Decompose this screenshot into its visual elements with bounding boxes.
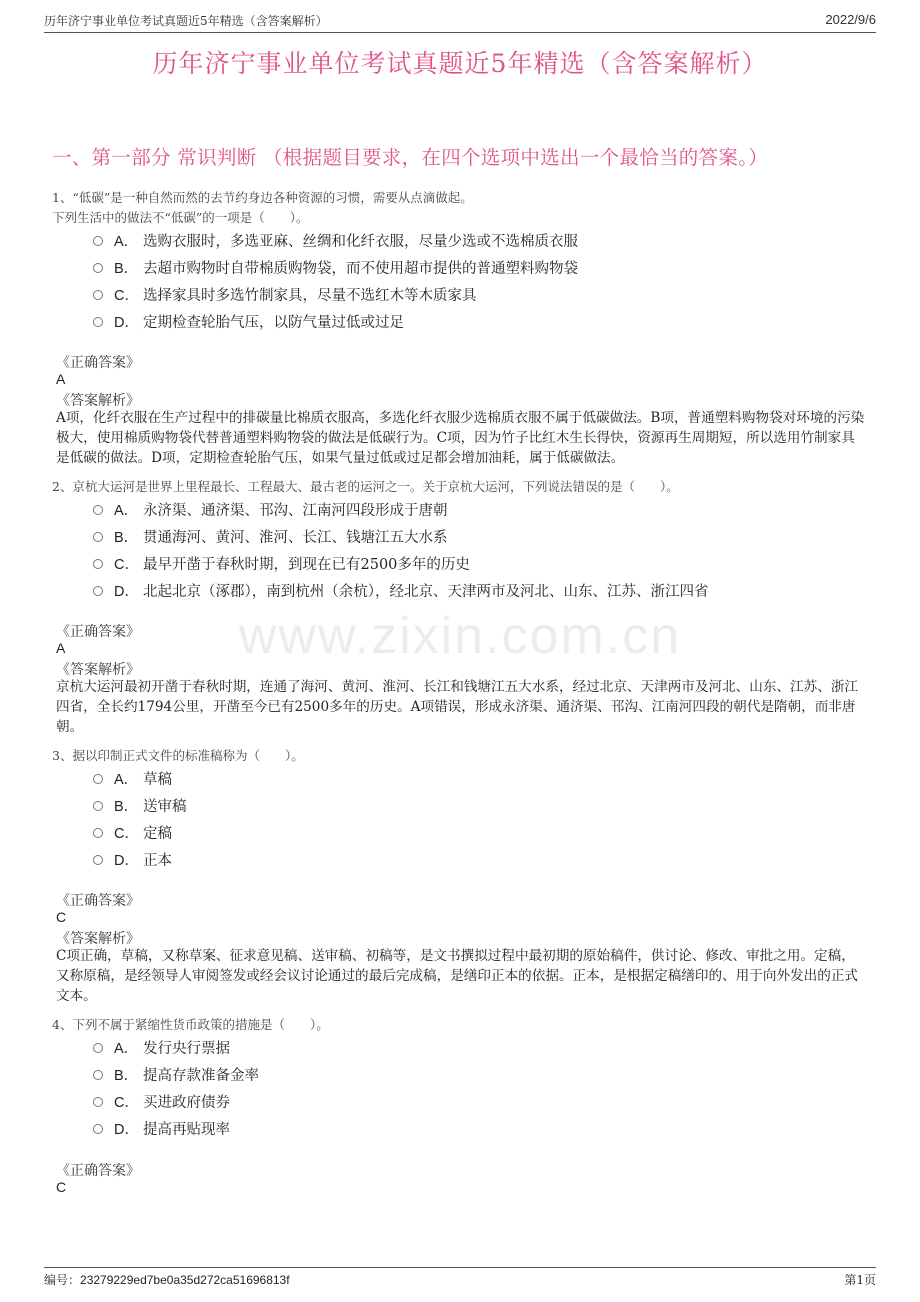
option-letter: B．	[114, 799, 139, 815]
option-letter: A．	[114, 234, 139, 250]
option-text: 定期检查轮胎气压，以防气量过低或过足	[143, 315, 404, 331]
question-stem-line: 2、京杭大运河是世界上里程最长、工程最大、最古老的运河之一。关于京杭大运河，下列说法错误的是（ ）。	[52, 479, 679, 494]
option-letter: C．	[114, 557, 139, 573]
option-text: 草稿	[143, 772, 172, 788]
option-text: 送审稿	[143, 799, 187, 815]
correct-answer-label: 《正确答案》	[56, 893, 140, 909]
correct-answer-value: C	[56, 1179, 67, 1195]
radio-button-icon[interactable]	[93, 801, 103, 811]
option-letter: D．	[114, 315, 139, 331]
radio-button-icon[interactable]	[93, 559, 103, 569]
question-stem-line: 3、据以印制正式文件的标准稿称为（ ）。	[52, 748, 304, 763]
option-text: 提高存款准备金率	[143, 1068, 259, 1084]
document-id-prefix: 编号：	[44, 1273, 81, 1287]
option-text: 买进政府债券	[143, 1095, 230, 1111]
option-letter: D．	[114, 853, 139, 869]
radio-button-icon[interactable]	[93, 263, 103, 273]
option-letter: A．	[114, 503, 139, 519]
radio-button-icon[interactable]	[93, 505, 103, 515]
question-stem-line: 1、“低碳”是一种自然而然的去节约身边各种资源的习惯，需要从点滴做起。	[52, 190, 473, 205]
option-text: 正本	[143, 853, 172, 869]
radio-button-icon[interactable]	[93, 586, 103, 596]
option-text: 选购衣服时，多选亚麻、丝绸和化纤衣服，尽量少选或不选棉质衣服	[143, 234, 578, 250]
option-letter: A．	[114, 1041, 139, 1057]
document-id-code: 23279229ed7be0a35d272ca51696813f	[80, 1273, 290, 1287]
radio-button-icon[interactable]	[93, 1043, 103, 1053]
option-text: 发行央行票据	[143, 1041, 230, 1057]
analysis-label: 《答案解析》	[56, 931, 140, 947]
analysis-label: 《答案解析》	[56, 393, 140, 409]
option-text: 永济渠、通济渠、邗沟、江南河四段形成于唐朝	[143, 503, 448, 519]
option-letter: B．	[114, 1068, 139, 1084]
header-doc-title: 历年济宁事业单位考试真题近5年精选（含答案解析）	[44, 14, 328, 28]
option-text: 选择家具时多选竹制家具，尽量不选红木等木质家具	[143, 288, 477, 304]
analysis-text: 京杭大运河最初开凿于春秋时期，连通了海河、黄河、淮河、长江和钱塘江五大水系，经过北京、天津两市及河北、山东、江苏、浙江四省，全长约1794公里，开凿至今已有2500多年的历史。A项错误，形成永济渠、通济渠、邗沟、江南河四段的朝代是隋朝，而非唐朝。	[56, 679, 859, 735]
correct-answer-label: 《正确答案》	[56, 355, 140, 371]
radio-button-icon[interactable]	[93, 236, 103, 246]
option-letter: C．	[114, 826, 139, 842]
question-stem	[52, 477, 880, 497]
watermark: www.zixin.com.cn	[238, 607, 682, 665]
page-header	[44, 12, 876, 30]
section-heading: 一、第一部分 常识判断 （根据题目要求，在四个选项中选出一个最恰当的答案。）	[52, 146, 769, 169]
correct-answer-value: A	[56, 371, 66, 387]
option-text: 最早开凿于春秋时期，到现在已有2500多年的历史	[143, 557, 470, 573]
page-number: 第1页	[844, 1273, 876, 1287]
header-divider	[44, 32, 876, 33]
radio-button-icon[interactable]	[93, 828, 103, 838]
radio-button-icon[interactable]	[93, 290, 103, 300]
analysis-text: A项，化纤衣服在生产过程中的排碳量比棉质衣服高，多选化纤衣服少选棉质衣服不属于低碳做法。B项，普通塑料购物袋对环境的污染极大，使用棉质购物袋代替普通塑料购物袋的做法是低碳行为。C项，因为竹子比红木生长得快，资源再生周期短，所以选用竹制家具是低碳的做法。D项，定期检查轮胎气压，如果气量过低或过足都会增加油耗，属于低碳做法。	[56, 410, 865, 466]
correct-answer-value: A	[56, 640, 66, 656]
analysis-label: 《答案解析》	[56, 662, 140, 678]
option-text: 贯通海河、黄河、淮河、长江、钱塘江五大水系	[143, 530, 448, 546]
option-letter: C．	[114, 1095, 139, 1111]
option-text: 定稿	[143, 826, 172, 842]
option-letter: A．	[114, 772, 139, 788]
correct-answer-value: C	[56, 909, 67, 925]
option-letter: D．	[114, 1122, 139, 1138]
radio-button-icon[interactable]	[93, 532, 103, 542]
option-text: 提高再贴现率	[143, 1122, 230, 1138]
footer-divider	[44, 1267, 876, 1268]
question-stem	[52, 1015, 880, 1035]
option-letter: D．	[114, 584, 139, 600]
header-date: 2022/9/6	[825, 12, 876, 27]
radio-button-icon[interactable]	[93, 317, 103, 327]
analysis-text: C项正确，草稿，又称草案、征求意见稿、送审稿、初稿等，是文书撰拟过程中最初期的原始稿件，供讨论、修改、审批之用。定稿，又称原稿，是经领导人审阅签发或经会议讨论通过的最后完成稿，是缮印正本的依据。正本，是根据定稿缮印的、用于向外发出的正式文本。	[56, 948, 859, 1004]
radio-button-icon[interactable]	[93, 855, 103, 865]
correct-answer-label: 《正确答案》	[56, 624, 140, 640]
option-letter: C．	[114, 288, 139, 304]
document-title: 历年济宁事业单位考试真题近5年精选（含答案解析）	[152, 49, 768, 78]
question-stem-line: 4、下列不属于紧缩性货币政策的措施是（ ）。	[52, 1017, 329, 1032]
question-stem	[52, 746, 880, 766]
option-text: 北起北京（涿郡），南到杭州（余杭），经北京、天津两市及河北、山东、江苏、浙江四省	[143, 584, 709, 600]
question-stem	[52, 188, 880, 228]
radio-button-icon[interactable]	[93, 1124, 103, 1134]
question-stem-line: 下列生活中的做法不“低碳”的一项是（ ）。	[52, 210, 309, 225]
document-id	[44, 1271, 290, 1288]
option-text: 去超市购物时自带棉质购物袋，而不使用超市提供的普通塑料购物袋	[143, 261, 578, 277]
option-letter: B．	[114, 261, 139, 277]
radio-button-icon[interactable]	[93, 1070, 103, 1080]
option-letter: B．	[114, 530, 139, 546]
radio-button-icon[interactable]	[93, 774, 103, 784]
radio-button-icon[interactable]	[93, 1097, 103, 1107]
correct-answer-label: 《正确答案》	[56, 1163, 140, 1179]
